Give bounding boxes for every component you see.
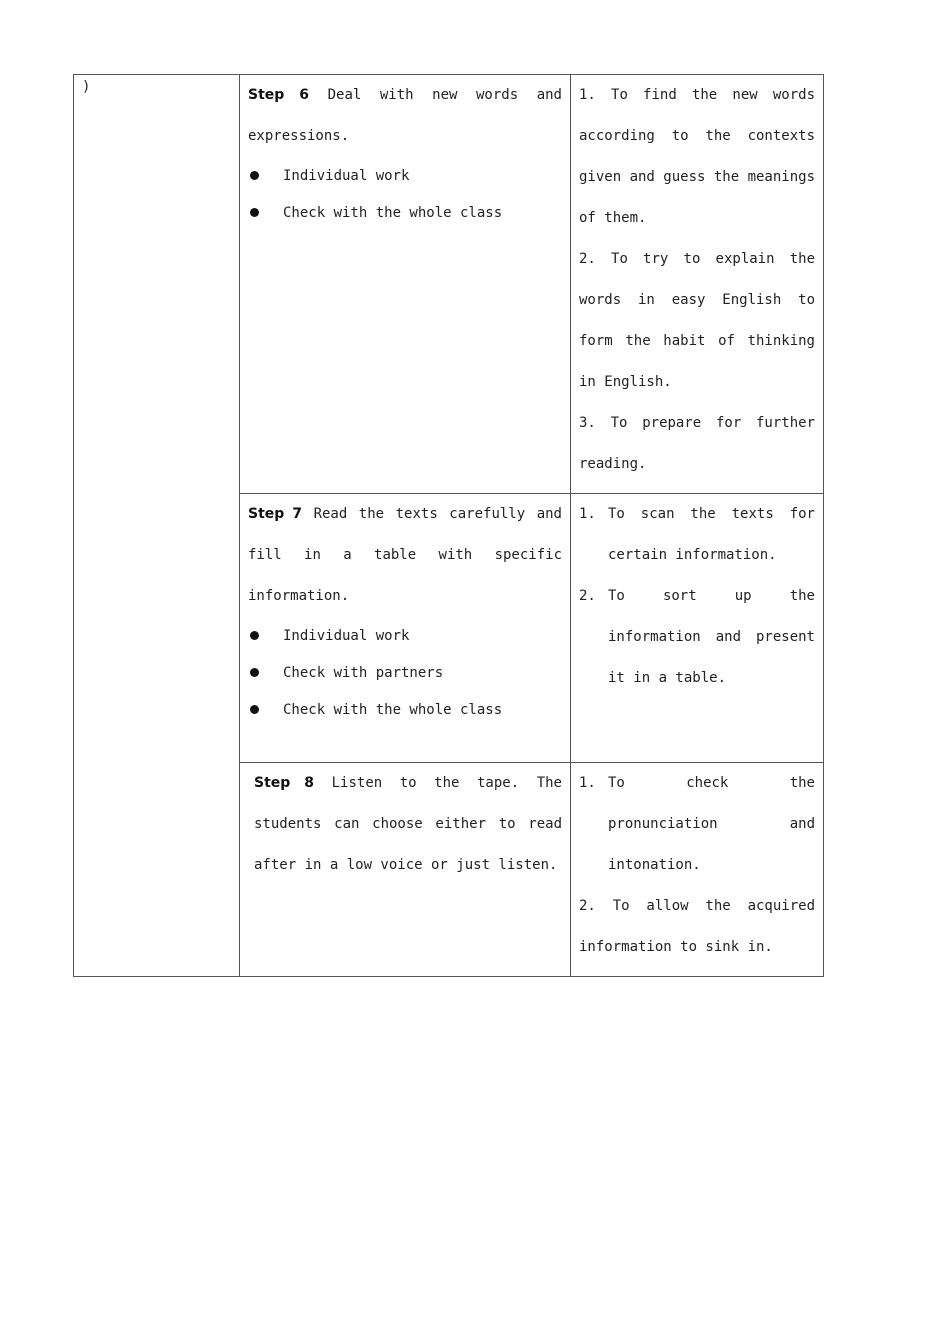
purpose-item: 2. To sort up the information and present it in a table. — [579, 588, 815, 686]
purpose-item: 2. To allow the acquired information to sink in. — [579, 898, 815, 955]
purpose-item: 2. To try to explain the words in easy English to form the habit of thinking in English. — [579, 251, 815, 390]
purpose-item: 3. To prepare for further reading. — [579, 415, 815, 472]
stage-column-cell — [74, 75, 240, 977]
activity-item: Individual work — [248, 157, 562, 194]
purpose-item: 1. To scan the texts for certain information. — [579, 506, 815, 563]
stage-text: ) — [82, 79, 91, 95]
bullet-icon — [250, 171, 259, 180]
activity-item: Individual work — [248, 617, 562, 654]
bullet-icon — [250, 631, 259, 640]
activity-item: Check with the whole class — [248, 194, 562, 231]
step-8-description: Step 8 Listen to the tape. The students can choose either to read after in a low voice or just listen. — [254, 775, 562, 873]
bullet-icon — [250, 208, 259, 217]
bullet-icon — [250, 668, 259, 677]
step-7-description: Step 7 Read the texts carefully and fill in a table with specific information. — [248, 506, 562, 604]
purpose-item: 1. To find the new words according to the contexts given and guess the meanings of them. — [579, 87, 816, 226]
bullet-icon — [250, 705, 259, 714]
purpose-item: 1. To check the pronunciation and intonation. — [579, 775, 815, 873]
step-8-purpose-cell — [571, 763, 824, 977]
activity-item: Check with partners — [248, 654, 562, 691]
step-label: Step 8 — [254, 775, 315, 791]
step-8-procedure-cell — [240, 763, 571, 977]
step-6-purpose-cell — [571, 75, 824, 494]
step-6-procedure-cell — [240, 75, 571, 494]
lesson-plan-table — [73, 74, 824, 977]
step-label: Step 7 — [248, 506, 303, 522]
step-7-procedure-cell — [240, 494, 571, 763]
step-7-purpose-cell — [571, 494, 824, 763]
step-6-description: Step 6 Deal with new words and expressions. — [248, 87, 562, 144]
activity-item: Check with the whole class — [248, 691, 562, 728]
step-label: Step 6 — [248, 87, 310, 103]
